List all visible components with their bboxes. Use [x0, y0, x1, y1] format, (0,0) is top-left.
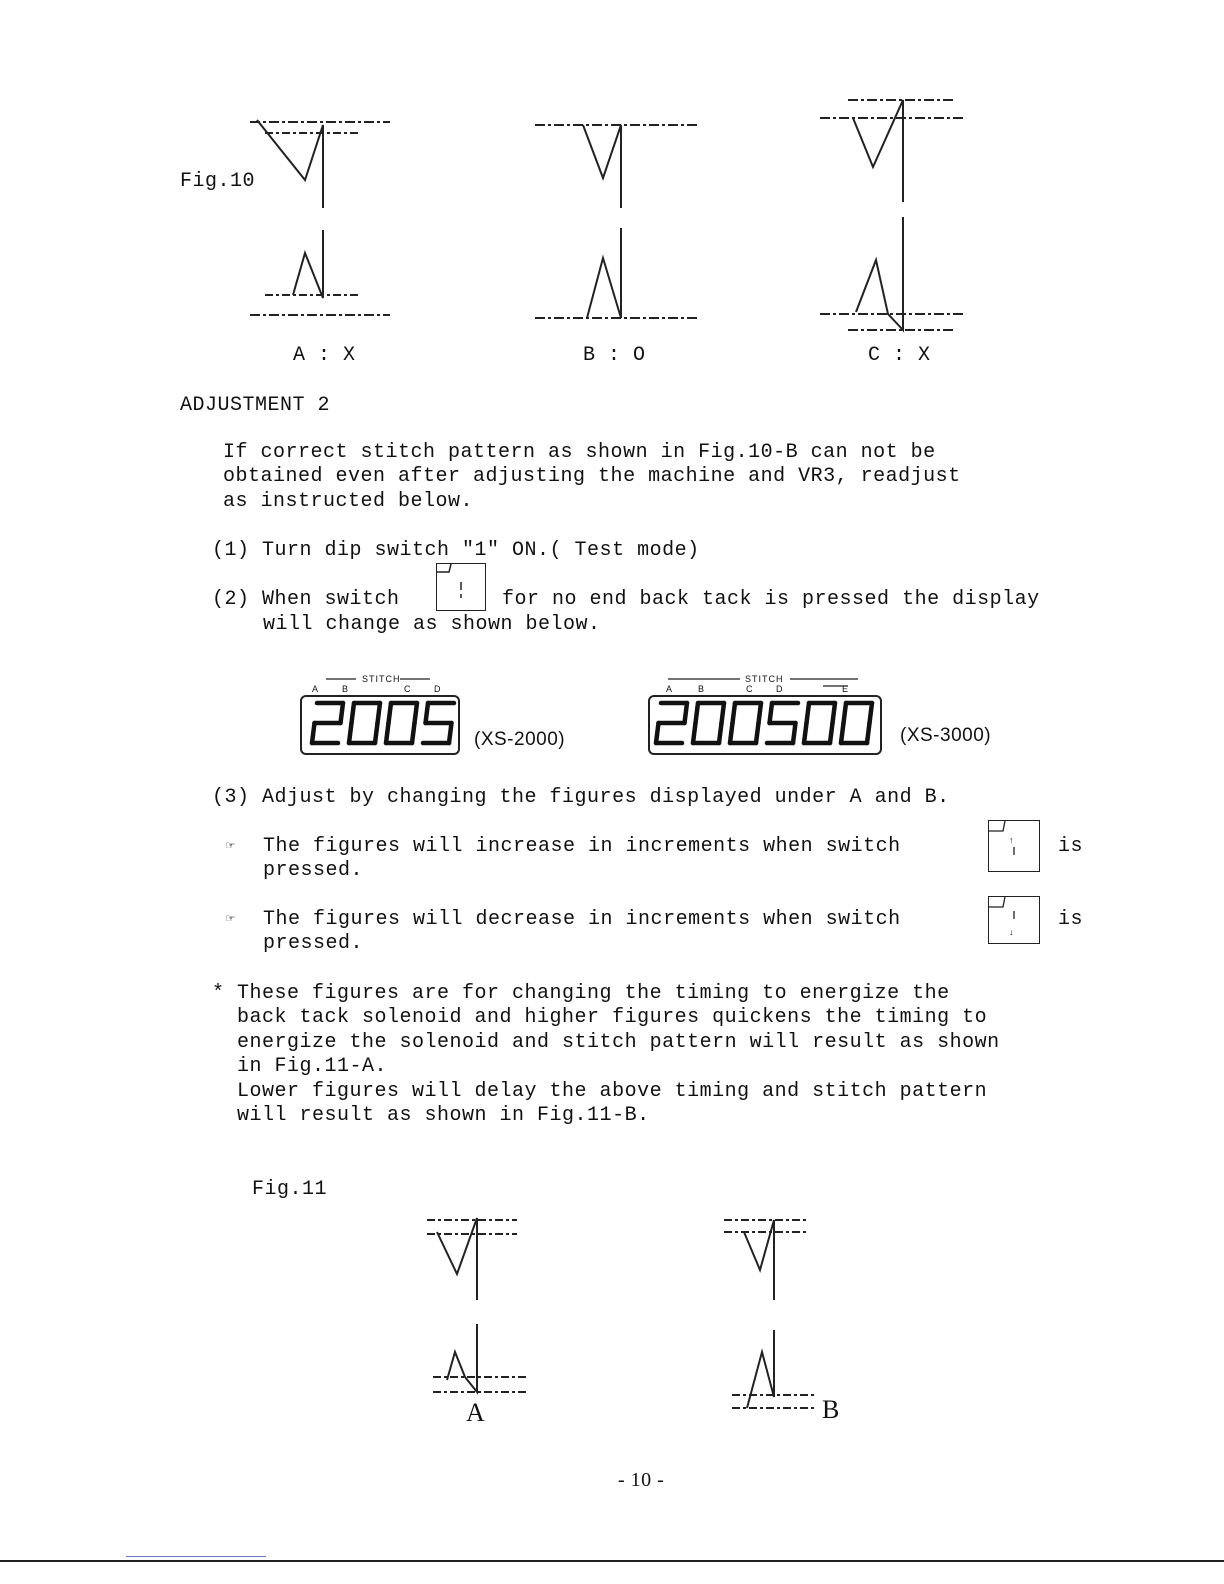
digit-segment — [719, 723, 722, 743]
section-heading: ADJUSTMENT 2 — [180, 394, 331, 417]
bottom-rule — [0, 1560, 1224, 1562]
note-increase-line-2: pressed. — [263, 859, 364, 882]
digit-segment — [415, 703, 418, 723]
digit-segment — [830, 723, 833, 743]
digit-segment — [756, 723, 759, 743]
note-decrease-bullet-icon: ☞ — [226, 912, 235, 928]
fig11-diagram-a — [425, 1212, 535, 1402]
digit-segment — [386, 723, 389, 743]
fig11-diagram-b — [722, 1212, 822, 1412]
fig11-caption-b: B — [822, 1395, 840, 1424]
step-1: (1) Turn dip switch "1" ON.( Test mode) — [212, 539, 700, 562]
digit-segment — [378, 703, 381, 723]
digit-segment — [375, 723, 378, 743]
star-line-4: in Fig.11-A. — [212, 1055, 388, 1078]
intro-line-1: If correct stitch pattern as shown in Fig.10-B can not be — [223, 441, 936, 464]
digit-segment — [733, 703, 736, 723]
digit-segment — [656, 723, 659, 743]
digit-segment — [412, 723, 415, 743]
display-xs3000-col-a: A — [666, 684, 674, 694]
note-increase-is: is — [1058, 835, 1084, 858]
digit-segment — [804, 723, 807, 743]
fig11-label: Fig.11 — [252, 1178, 328, 1201]
fig10-caption-b: B : O — [583, 344, 646, 367]
display-xs3000-header-label: STITCH — [745, 674, 784, 684]
digit-segment — [759, 703, 762, 723]
fig10-diagram-a — [245, 110, 395, 320]
decrease-switch-icon — [988, 896, 1040, 944]
display-xs2000-col-c: C — [404, 684, 412, 694]
display-xs3000-col-e: E — [842, 684, 850, 694]
svg-text:↑: ↑ — [1009, 835, 1014, 845]
display-xs3000-digits — [652, 699, 878, 751]
digit-segment — [793, 723, 796, 743]
svg-text:↓: ↓ — [1009, 927, 1014, 937]
step-2-end: for no end back tack is pressed the display — [502, 588, 1040, 611]
display-xs3000-col-d: D — [776, 684, 784, 694]
fig10-label: Fig.10 — [180, 170, 256, 193]
digit-segment — [341, 703, 344, 723]
star-line-3: energize the solenoid and stitch pattern will result as shown — [212, 1031, 1000, 1054]
digit-segment — [693, 723, 696, 743]
fig10-caption-c: C : X — [868, 344, 931, 367]
star-line-2: back tack solenoid and higher figures quickens the timing to — [212, 1006, 988, 1029]
star-line-6: will result as shown in Fig.11-B. — [212, 1104, 650, 1127]
fig10-caption-a: A : X — [293, 344, 356, 367]
digit-segment — [833, 703, 836, 723]
star-line-5: Lower figures will delay the above timing and stitch pattern — [212, 1080, 988, 1103]
digit-segment — [841, 723, 844, 743]
intro-line-2: obtained even after adjusting the machine and VR3, readjust — [223, 465, 961, 488]
display-xs2000-col-a: A — [312, 684, 320, 694]
digit-segment — [426, 703, 429, 723]
digit-segment — [312, 723, 315, 743]
note-decrease-line-2: pressed. — [263, 932, 364, 955]
display-xs2000-model: (XS-2000) — [474, 729, 566, 750]
increase-switch-icon — [988, 820, 1040, 872]
note-increase-bullet-icon: ☞ — [226, 839, 235, 855]
digit-segment — [770, 703, 773, 723]
digit-segment — [685, 703, 688, 723]
digit-segment — [722, 703, 725, 723]
digit-segment — [449, 723, 452, 743]
display-xs2000-col-d: D — [434, 684, 442, 694]
fig10-diagram-b — [535, 110, 705, 325]
fig11-caption-a: A — [466, 1398, 486, 1427]
digit-segment — [844, 703, 847, 723]
page-number: - 10 - — [618, 1469, 665, 1491]
note-increase-line-1: The figures will increase in increments when switch — [263, 835, 901, 858]
bottom-rule-accent — [126, 1556, 266, 1557]
digit-segment — [352, 703, 355, 723]
intro-line-3: as instructed below. — [223, 490, 474, 513]
step-2-line-2: will change as shown below. — [263, 613, 601, 636]
display-xs3000-model: (XS-3000) — [900, 725, 992, 746]
star-line-1: * These figures are for changing the timing to energize the — [212, 982, 950, 1005]
digit-segment — [349, 723, 352, 743]
digit-segment — [867, 723, 870, 743]
display-xs3000-col-c: C — [746, 684, 754, 694]
step-3: (3) Adjust by changing the figures displayed under A and B. — [212, 786, 950, 809]
note-decrease-line-1: The figures will decrease in increments when switch — [263, 908, 901, 931]
digit-segment — [870, 703, 873, 723]
note-decrease-is: is — [1058, 908, 1084, 931]
digit-segment — [696, 703, 699, 723]
digit-segment — [389, 703, 392, 723]
step-2-start: (2) When switch — [212, 588, 400, 611]
display-xs2000-header-label: STITCH — [362, 674, 401, 684]
display-xs3000-col-b: B — [698, 684, 706, 694]
fig10-diagram-c — [818, 92, 968, 337]
display-xs2000-digits — [308, 699, 458, 751]
display-xs2000-col-b: B — [342, 684, 350, 694]
no-end-back-tack-switch-icon — [436, 563, 486, 611]
digit-segment — [730, 723, 733, 743]
digit-segment — [807, 703, 810, 723]
